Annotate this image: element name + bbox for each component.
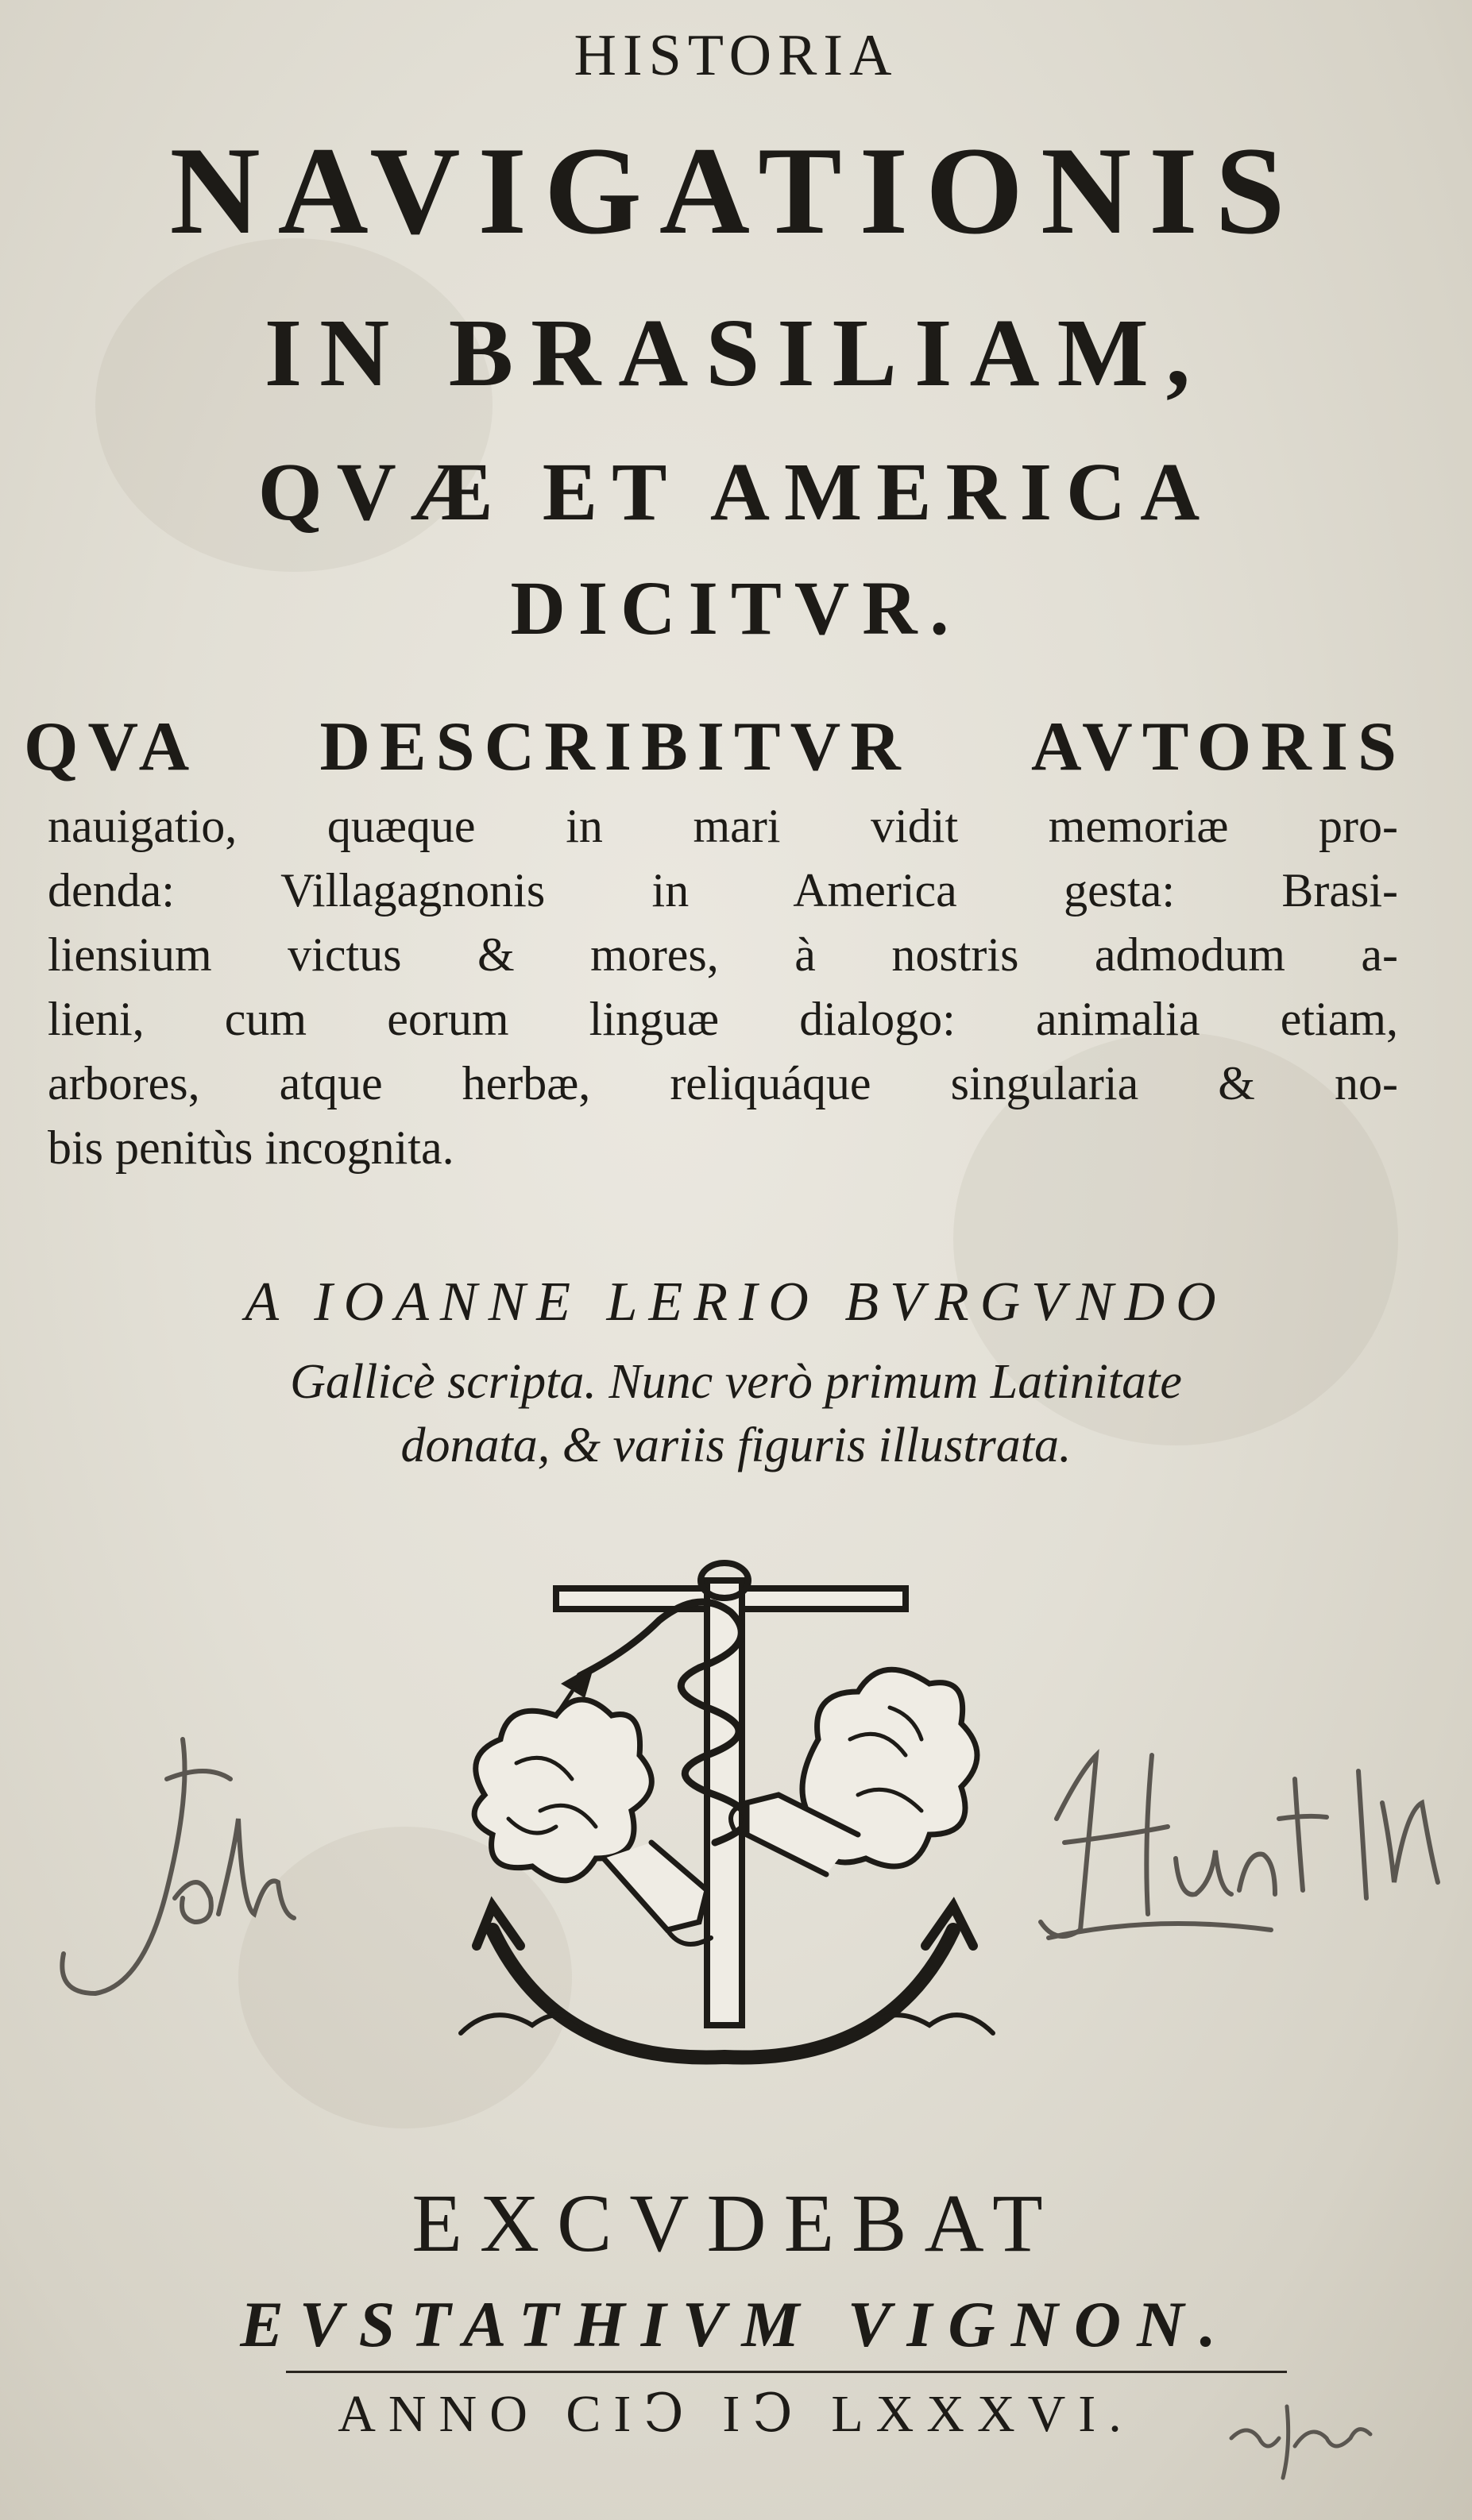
translation-note-line2: donata, & variis figuris illustrata. [400,1418,1072,1472]
signature-john-handwriting [48,1731,318,2017]
title-line-dicitur: DICITVR. [510,565,962,650]
imprint-excudebat: EXCVDEBAT [411,2178,1061,2269]
subtitle-row: arbores, atque herbæ, reliquáque singularia & no- [48,1057,1398,1109]
subtitle-paragraph [48,794,1398,1180]
subtitle-row: lieni, cum eorum linguæ dialogo: animalia etiam, [48,993,1398,1045]
translation-note-line1: Gallicè scripta. Nunc verò primum Latinitate [290,1355,1182,1409]
imprint-year: ANNO CIↃ IↃ LXXXVI. [338,2385,1134,2443]
imprint-printer-name: EVSTATHIVM VIGNON. [240,2288,1232,2360]
signature-hunt-handwriting [1033,1723,1454,1962]
subtitle-lead: QVA DESCRIBITVR AVTORIS [24,708,1406,785]
author-line: A IOANNE LERIO BVRGVNDO [245,1272,1227,1333]
corner-handwriting [1223,2391,1382,2486]
title-line-quae-et-america: QVÆ ET AMERICA [257,446,1215,538]
title-line-in-brasiliam: IN BRASILIAM, [264,299,1208,407]
anchor-serpent-hands-device-icon [445,1557,1017,2113]
title-line-historia: HISTORIA [574,23,898,88]
subtitle-row: nauigatio, quæque in mari vidit memoriæ pro- [48,800,1398,852]
subtitle-row: liensium victus & mores, à nostris admodum a- [48,928,1398,981]
subtitle-row: denda: Villagagnonis in America gesta: Brasi- [48,864,1398,917]
subtitle-row: bis penitùs incognita. [48,1121,454,1174]
title-line-navigationis: NAVIGATIONIS [169,122,1303,260]
imprint-rule [286,2371,1287,2373]
